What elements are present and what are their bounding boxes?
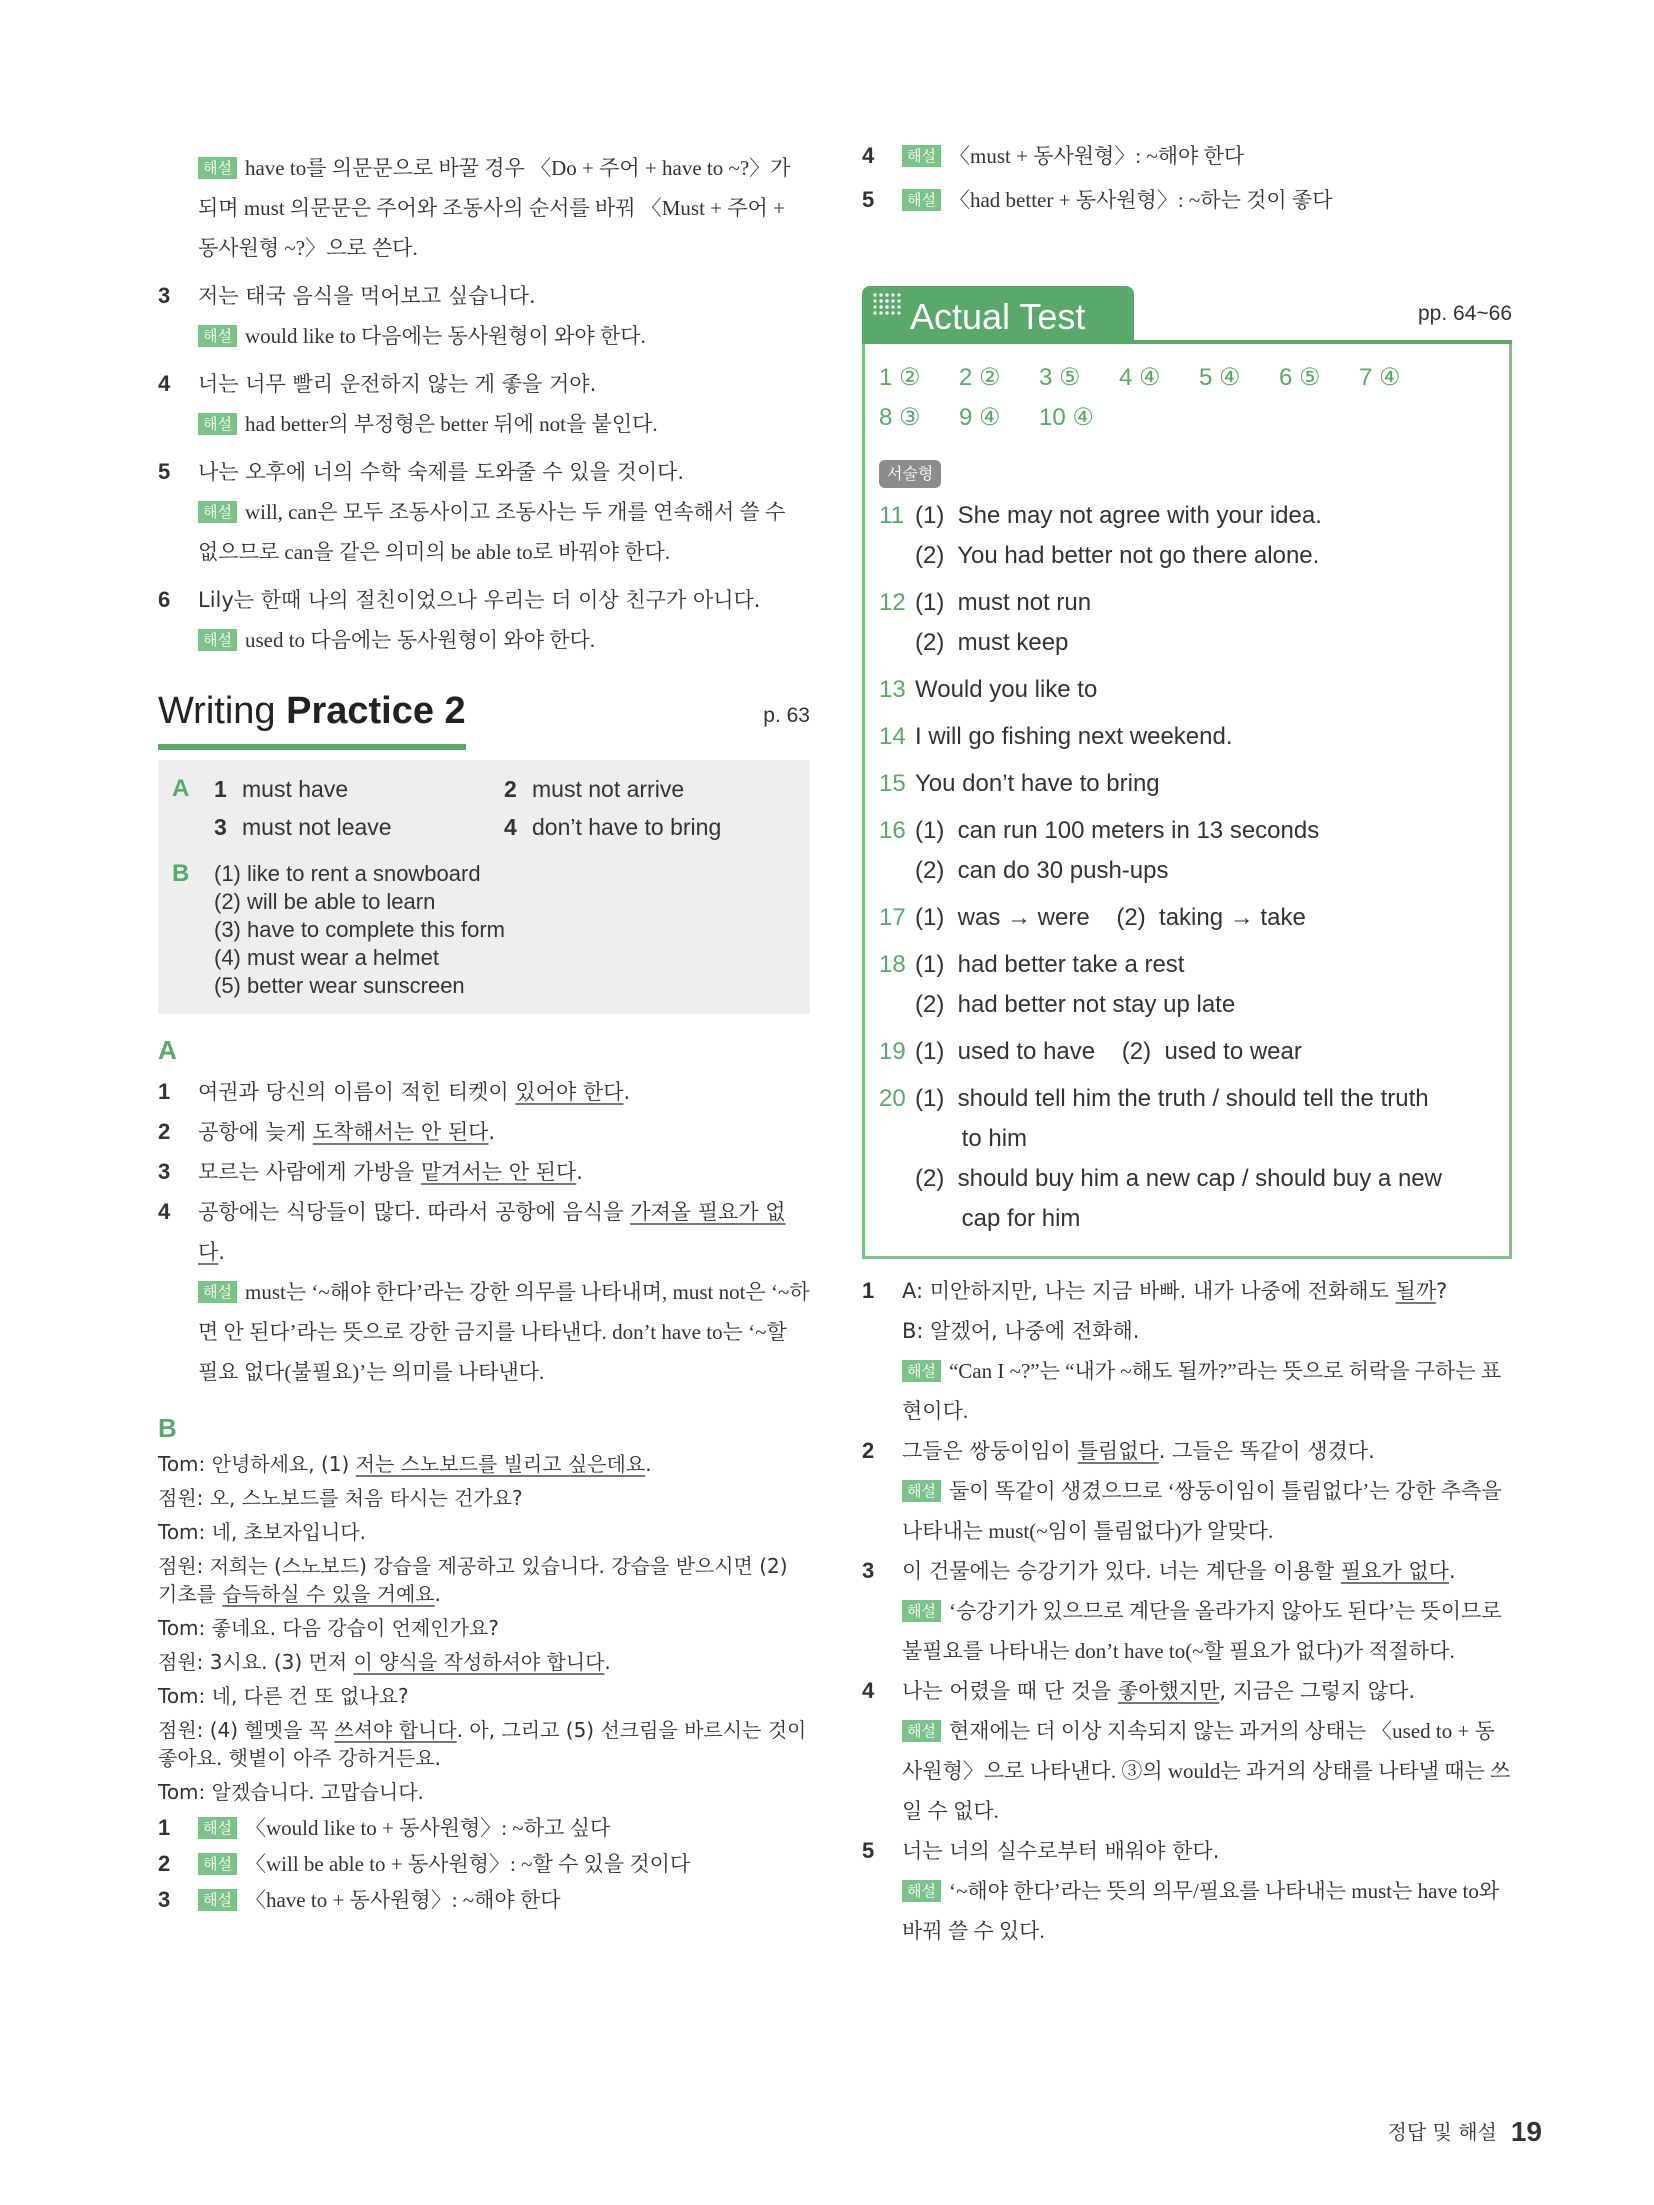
answer-row (172, 916, 810, 944)
line-text: 나는 어렸을 때 단 것을 (902, 1679, 1118, 1703)
underlined-answer: 도착해서는 안 된다 (312, 1120, 489, 1144)
line-text: . (604, 1650, 611, 1674)
answer-line: (1) used to have (2) used to wear (915, 1038, 1302, 1065)
dialogue-text (158, 1486, 523, 1510)
underlined-answer: 필요가 없다 (1340, 1559, 1449, 1583)
explanation-text: 〈have to + 동사원형〉: ~해야 한다 (244, 1888, 561, 1912)
item-number: 4 (862, 1678, 875, 1703)
answer-line: (1) can run 100 meters in 13 seconds (915, 817, 1320, 844)
answer-lines (915, 811, 1495, 891)
answer-number: 2 (504, 776, 517, 802)
item-text (902, 180, 1512, 220)
answer-lines (915, 764, 1495, 804)
translation-item (158, 1072, 810, 1112)
answer-line: (1) She may not agree with your idea. (915, 502, 1322, 529)
explanation-badge: 해설 (198, 413, 237, 435)
line-text: Tom: 안녕하세요, (1) (158, 1452, 356, 1476)
explanation-text: ‘승강기가 있으므로 계단을 올라가지 않아도 된다’는 뜻이므로 불필요를 나타내는 don’t have to(~할 필요가 없다)가 적절하다. (902, 1599, 1502, 1663)
answer-text: (2) will be able to learn (214, 889, 436, 914)
line-text: 모르는 사람에게 가방을 (198, 1160, 421, 1184)
actual-test-tab (862, 286, 1134, 344)
answer-lines (915, 496, 1495, 576)
explanation-text: 현재에는 더 이상 지속되지 않는 과거의 상태는 〈used to + 동사원형〉으로 나타낸다. ③의 would는 과거의 상태를 나타낼 때는 쓰일 수 없다. (902, 1719, 1511, 1823)
answer-number: 3 (214, 814, 227, 840)
question-item (158, 580, 810, 620)
answer-text: don’t have to bring (532, 814, 722, 840)
section-letter-b: B (158, 1413, 177, 1443)
item-number: 3 (158, 1159, 171, 1184)
title-bold: Practice 2 (286, 690, 466, 732)
underlined-answer: 맡겨서는 안 된다 (420, 1160, 577, 1184)
answer-number: 1 (214, 776, 227, 802)
explanation-text: have to를 의문문으로 바꿀 경우 〈Do + 주어 + have to ~?〉가 되며 must 의문문은 주어와 조동사의 순서를 바꿔 〈Must + 주어 + 동사원형 ~?〉으로 쓴다. (198, 156, 791, 260)
section-letter (172, 972, 214, 1000)
written-answer (879, 811, 1495, 891)
translation-line (198, 1120, 495, 1144)
line-text: B: 알겠어, 나중에 전화해. (902, 1319, 1140, 1343)
line-text: 여권과 당신의 이름이 적힌 티켓이 (198, 1080, 516, 1104)
line-text: . 아, 그리고 (5) 선크림을 바르시는 것이 좋아요. 햇볕이 아주 강하거든요. (158, 1718, 807, 1770)
dialogue-text (158, 1616, 499, 1640)
explanation (158, 404, 810, 444)
written-answer (879, 1079, 1495, 1239)
translation-item (862, 1271, 1512, 1311)
translation-item (862, 1671, 1512, 1711)
explanation-text: must는 ‘~해야 한다’라는 강한 의무를 나타내며, must not은 ‘~하면 안 된다’라는 뜻으로 강한 금지를 나타낸다. don’t have to는 ‘~할 필요 없다(불필요)’는 의미를 나타낸다. (198, 1280, 810, 1384)
explanation-badge: 해설 (902, 1720, 941, 1742)
right-column (862, 143, 1512, 1951)
line-text: 공항에는 식당들이 많다. 따라서 공항에 음식을 (198, 1200, 631, 1224)
item-text: Lily는 한때 나의 절친이었으나 우리는 더 이상 친구가 아니다. (198, 588, 761, 612)
explanation-text: will, can은 모두 조동사이고 조동사는 두 개를 연속해서 쓸 수 없으므로 can을 같은 의미의 be able to로 바꿔야 한다. (198, 500, 786, 564)
mc-answer: 10 ④ (1039, 404, 1094, 431)
section-letter (172, 808, 214, 846)
explanation-badge: 해설 (198, 501, 237, 523)
underlined-answer: 쓰셔야 합니다 (334, 1718, 457, 1742)
explanation (862, 1871, 1512, 1951)
explanation-badge: 해설 (198, 325, 237, 347)
translation-line (198, 1080, 630, 1104)
section-letter: B (172, 860, 190, 887)
explanation-text: 〈had better + 동사원형〉: ~하는 것이 좋다 (948, 188, 1333, 212)
dots-decoration (872, 292, 902, 316)
question-number: 13 (879, 676, 906, 703)
section-letter (172, 916, 214, 944)
line-text: 이 건물에는 승강기가 있다. 너는 계단을 이용할 (902, 1559, 1341, 1583)
item-number: 1 (158, 1815, 171, 1840)
mc-answer: 1 ② (879, 364, 921, 391)
answer-text: must not leave (242, 814, 392, 840)
dialogue-line (158, 1518, 810, 1546)
item-text (198, 1844, 810, 1884)
answer-text: must not arrive (532, 776, 685, 802)
multiple-choice-answers (879, 358, 1495, 438)
question-number: 12 (879, 589, 906, 616)
explanation-badge: 해설 (198, 1853, 237, 1875)
item-number: 3 (158, 1887, 171, 1912)
line-text: 너는 너의 실수로부터 배워야 한다. (902, 1839, 1220, 1863)
answer-text: (5) better wear sunscreen (214, 973, 465, 998)
answer-lines (915, 670, 1495, 710)
item-number: 2 (862, 1438, 875, 1463)
actual-test-box (862, 344, 1512, 1259)
explanation-text: used to 다음에는 동사원형이 와야 한다. (244, 628, 596, 652)
question-number: 14 (879, 723, 906, 750)
explanation-badge: 해설 (198, 1889, 237, 1911)
explanation-badge: 해설 (902, 1600, 941, 1622)
section-title: Actual Test (910, 296, 1086, 337)
translation-item (158, 1112, 810, 1152)
item-number: 1 (158, 1079, 171, 1104)
dialogue-text (158, 1554, 788, 1606)
dialogue-line (158, 1682, 810, 1710)
line-text: . (488, 1120, 496, 1144)
explanation-badge: 해설 (902, 1480, 941, 1502)
line-text: . 그들은 똑같이 생겼다. (1158, 1439, 1375, 1463)
item-number: 2 (158, 1119, 171, 1144)
mc-answer: 9 ④ (959, 404, 1001, 431)
answer-line: (2) You had better not go there alone. (915, 542, 1320, 569)
explanation (862, 1471, 1512, 1551)
item-number: 4 (862, 143, 875, 168)
line-text: Tom: 알겠습니다. 고맙습니다. (158, 1780, 424, 1804)
explanation-badge: 해설 (902, 189, 941, 211)
item-text (198, 1880, 810, 1920)
mc-answer: 3 ⑤ (1039, 364, 1081, 391)
item-text (198, 1072, 810, 1112)
answer-cell (504, 770, 794, 808)
item-text (902, 1431, 1512, 1471)
written-section-label: 서술형 (879, 460, 941, 488)
explanation-badge: 해설 (198, 1281, 237, 1303)
line-text: A: 미안하지만, 나는 지금 바빠. 내가 나중에 전화해도 (902, 1279, 1396, 1303)
item-number: 5 (862, 1838, 875, 1863)
item-text (198, 1152, 810, 1192)
answer-box (158, 760, 810, 1014)
dialogue-line (158, 1552, 810, 1608)
translation-item (862, 1311, 1512, 1351)
question-item (158, 452, 810, 492)
answer-cell (214, 808, 504, 846)
item-number: 6 (158, 587, 171, 612)
question-number: 11 (879, 502, 904, 529)
question-number: 16 (879, 817, 906, 844)
answer-line: cap for him (915, 1205, 1081, 1232)
answer-line: I will go fishing next weekend. (915, 723, 1233, 750)
answer-line: (1) should tell him the truth / should tell the truth (915, 1085, 1429, 1112)
line-text: . (1448, 1559, 1456, 1583)
answer-lines (915, 1079, 1495, 1239)
translation-line (198, 1160, 583, 1184)
line-text: 그들은 쌍둥이임이 (902, 1439, 1078, 1463)
page-reference: pp. 64~66 (1417, 302, 1512, 325)
actual-test-header (862, 286, 1512, 344)
item-number: 3 (158, 283, 171, 308)
answer-row (172, 888, 810, 916)
answer-line: (1) was → were (2) taking → take (915, 904, 1306, 931)
line-text: ? (1436, 1279, 1448, 1303)
item-text (902, 1271, 1512, 1311)
answer-text: (3) have to complete this form (214, 917, 506, 942)
answer-line: to him (915, 1125, 1028, 1152)
written-answer (879, 670, 1495, 710)
explanation-text: 둘이 똑같이 생겼으므로 ‘쌍둥이임이 틀림없다’는 강한 추측을 나타내는 must(~임이 틀림없다)가 알맞다. (902, 1479, 1502, 1543)
item-text (198, 1192, 810, 1272)
question-number: 19 (879, 1038, 906, 1065)
explanation-text: ‘~해야 한다’라는 뜻의 의무/필요를 나타내는 must는 have to와 바꿔 쓸 수 있다. (902, 1879, 1500, 1943)
explanation-badge: 해설 (902, 1360, 941, 1382)
translation-item (862, 1431, 1512, 1471)
section-letter (172, 888, 214, 916)
line-text: . (623, 1080, 631, 1104)
page-footer (1388, 2116, 1542, 2148)
explanation-badge: 해설 (198, 1817, 237, 1839)
translation-item (862, 1831, 1512, 1871)
answer-lines (915, 583, 1495, 663)
question-number: 20 (879, 1085, 906, 1112)
section-letter: A (172, 775, 190, 802)
dialogue-text (158, 1650, 611, 1674)
dialogue-line (158, 1484, 810, 1512)
answer-row (172, 944, 810, 972)
item-number: 2 (158, 1851, 171, 1876)
dialogue-text (158, 1452, 652, 1476)
answer-row (172, 808, 810, 846)
dialogue-line (158, 1778, 810, 1806)
written-answer (879, 496, 1495, 576)
explanation-text: would like to 다음에는 동사원형이 와야 한다. (244, 324, 646, 348)
item-number: 5 (158, 459, 171, 484)
underlined-answer: 좋아했지만 (1117, 1679, 1220, 1703)
dialogue-line (158, 1614, 810, 1642)
underlined-answer: 있어야 한다 (515, 1080, 624, 1104)
answer-line: (1) must not run (915, 589, 1092, 616)
translation-line (902, 1279, 1447, 1303)
explanation (158, 316, 810, 356)
translation-line (902, 1839, 1219, 1863)
item-text (902, 1551, 1512, 1591)
section-letter (172, 944, 214, 972)
underlined-answer: 될까 (1395, 1279, 1437, 1303)
section-title (158, 690, 466, 733)
written-answer (879, 1032, 1495, 1072)
translation-item (158, 1192, 810, 1272)
translation-line (902, 1559, 1456, 1583)
answer-row (172, 972, 810, 1000)
translation-line (902, 1679, 1415, 1703)
dialogue-text (158, 1520, 366, 1544)
item-text (902, 1311, 1512, 1351)
answer-cell (504, 808, 794, 846)
answer-line: (2) should buy him a new cap / should buy a new (915, 1165, 1442, 1192)
dialogue-text (158, 1718, 806, 1770)
item-text: 나는 오후에 너의 수학 숙제를 도와줄 수 있을 것이다. (198, 460, 685, 484)
section-letter-a: A (158, 1035, 177, 1065)
explanation-item (862, 136, 1512, 176)
translation-item (862, 1551, 1512, 1591)
dialogue-line (158, 1716, 810, 1772)
explanation-item (862, 180, 1512, 220)
explanation-badge: 해설 (198, 629, 237, 651)
item-text: 너는 너무 빨리 운전하지 않는 게 좋을 거야. (198, 372, 597, 396)
mc-answer: 4 ④ (1119, 364, 1161, 391)
translation-item (158, 1152, 810, 1192)
explanation-text: “Can I ~?”는 “내가 ~해도 될까?”라는 뜻으로 허락을 구하는 표현이다. (902, 1359, 1502, 1423)
explanation (158, 620, 810, 660)
writing-practice-header (158, 690, 810, 748)
explanation-badge: 해설 (902, 145, 941, 167)
explanation-text: 〈will be able to + 동사원형〉: ~할 수 있을 것이다 (244, 1852, 691, 1876)
explanation-text: had better의 부정형은 better 뒤에 not을 붙인다. (244, 412, 658, 436)
written-answer (879, 764, 1495, 804)
page-reference: p. 63 (763, 704, 810, 727)
underlined-answer: 틀림없다 (1077, 1439, 1159, 1463)
line-text: . (645, 1452, 652, 1476)
item-text (902, 136, 1512, 176)
mc-answer: 8 ③ (879, 404, 921, 431)
line-text: . (434, 1582, 441, 1606)
dialogue-line (158, 1450, 810, 1478)
underlined-answer: 이 양식을 작성하셔야 합니다 (353, 1650, 605, 1674)
mc-answer: 7 ④ (1359, 364, 1401, 391)
item-number: 5 (862, 187, 875, 212)
question-item (158, 276, 810, 316)
line-text: . (576, 1160, 583, 1184)
explanation-item (158, 1880, 810, 1920)
dialogue-text (158, 1780, 424, 1804)
item-number: 4 (158, 1199, 171, 1224)
line-text: 점원: 저희는 (스노보드) 강습을 제공하고 있습니다. 강습을 받으시면 (2) 기초를 (158, 1554, 788, 1606)
answer-line: Would you like to (915, 676, 1098, 703)
line-text: . (218, 1240, 225, 1264)
underlined-answer: 가져올 필요가 없다 (198, 1200, 786, 1264)
header-line (862, 340, 1512, 344)
mc-answer: 2 ② (959, 364, 1001, 391)
written-answer (879, 717, 1495, 757)
footer-label: 정답 및 해설 (1387, 2120, 1497, 2144)
answer-text: (1) like to rent a snowboard (214, 861, 481, 886)
explanation (158, 148, 810, 268)
answer-text: (4) must wear a helmet (214, 945, 439, 970)
explanation-badge: 해설 (902, 1880, 941, 1902)
item-number: 1 (862, 1278, 875, 1303)
written-answer (879, 898, 1495, 938)
translation-line (902, 1319, 1139, 1343)
explanation (862, 1591, 1512, 1671)
explanation (158, 492, 810, 572)
underlined-answer: 습득하실 수 있을 거예요 (222, 1582, 435, 1606)
explanation-text: 〈must + 동사원형〉: ~해야 한다 (948, 144, 1245, 168)
answer-lines (915, 717, 1495, 757)
item-number: 4 (158, 371, 171, 396)
line-text: 점원: 오, 스노보드를 처음 타시는 건가요? (158, 1486, 523, 1510)
answer-text: must have (242, 776, 349, 802)
translation-line (198, 1200, 786, 1264)
answer-line: You don’t have to bring (915, 770, 1160, 797)
line-text: Tom: 네, 다른 건 또 없나요? (158, 1684, 409, 1708)
dialogue-text (158, 1684, 409, 1708)
line-text: 점원: (4) 헬멧을 꼭 (158, 1718, 335, 1742)
answer-lines (915, 898, 1495, 938)
explanation-badge: 해설 (198, 157, 237, 179)
answer-lines (915, 1032, 1495, 1072)
item-text (902, 1831, 1512, 1871)
mc-answer: 6 ⑤ (1279, 364, 1321, 391)
question-number: 15 (879, 770, 906, 797)
explanation (862, 1711, 1512, 1831)
dialogue (158, 1450, 810, 1806)
line-text: 공항에 늦게 (198, 1120, 313, 1144)
title-underline-bar (158, 744, 466, 750)
explanation (158, 1272, 810, 1392)
title-light: Writing (158, 690, 287, 732)
answer-row (172, 770, 810, 808)
answer-line: (2) had better not stay up late (915, 991, 1236, 1018)
question-number: 17 (879, 904, 906, 931)
question-number: 18 (879, 951, 906, 978)
item-text (198, 1808, 810, 1848)
answer-line: (2) must keep (915, 629, 1069, 656)
answer-lines (915, 945, 1495, 1025)
line-text: 점원: 3시요. (3) 먼저 (158, 1650, 354, 1674)
question-item (158, 364, 810, 404)
item-text (198, 1112, 810, 1152)
item-text (902, 1671, 1512, 1711)
dialogue-line (158, 1648, 810, 1676)
explanation-text: 〈would like to + 동사원형〉: ~하고 싶다 (244, 1816, 611, 1840)
left-column (158, 148, 810, 1920)
answer-row (172, 860, 810, 888)
explanation-item (158, 1844, 810, 1884)
line-text: Tom: 좋네요. 다음 강습이 언제인가요? (158, 1616, 499, 1640)
answer-number: 4 (504, 814, 517, 840)
answer-line: (1) had better take a rest (915, 951, 1185, 978)
explanation (862, 1351, 1512, 1431)
line-text: Tom: 네, 초보자입니다. (158, 1520, 366, 1544)
written-answer (879, 583, 1495, 663)
explanation-item (158, 1808, 810, 1848)
item-number: 3 (862, 1558, 875, 1583)
item-text: 저는 태국 음식을 먹어보고 싶습니다. (198, 284, 536, 308)
answer-cell (214, 770, 504, 808)
answer-line: (2) can do 30 push-ups (915, 857, 1169, 884)
written-answer (879, 945, 1495, 1025)
translation-line (902, 1439, 1375, 1463)
mc-answer: 5 ④ (1199, 364, 1241, 391)
underlined-answer: 저는 스노보드를 빌리고 싶은데요 (355, 1452, 646, 1476)
page-number: 19 (1510, 2116, 1542, 2147)
line-text: , 지금은 그렇지 않다. (1219, 1679, 1416, 1703)
